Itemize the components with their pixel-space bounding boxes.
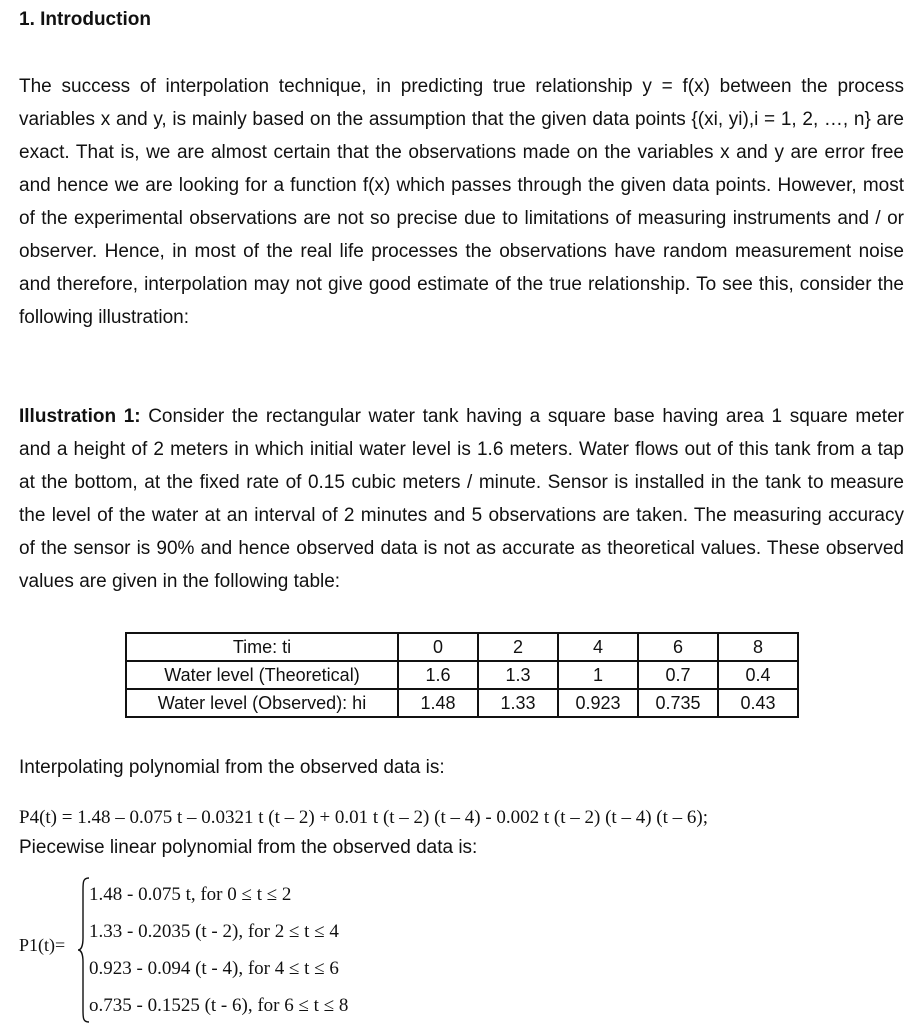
table-cell: 1.6 <box>398 661 478 689</box>
table-cell: 1 <box>558 661 638 689</box>
intro-paragraph: The success of interpolation technique, in predicting true relationship y = f(x) between the process variables x and y, is mainly based on the assumption that the given data points {(xi, yi),i = 1, 2, …, n} are exact. That is, we are almost certain that the observations made on the variables x and y are error free and hence we are looking for a function f(x) which passes through the given data points. However, most of the experimental observations are not so precise due to limitations of measuring instruments and / or observer. Hence, in most of the real life processes the observations have random measurement noise and therefore, interpolation may not give good estimate of the true relationship. To see this, consider the following illustration: <box>19 76 904 328</box>
piecewise-case: 1.48 - 0.075 t, for 0 ≤ t ≤ 2 <box>89 884 292 905</box>
table-row <box>126 661 798 689</box>
table-cell: 2 <box>478 633 558 661</box>
table-cell: 0.7 <box>638 661 718 689</box>
table-cell: 1.33 <box>478 689 558 717</box>
table-row-label: Time: ti <box>126 633 398 661</box>
piecewise-case: o.735 - 0.1525 (t - 6), for 6 ≤ t ≤ 8 <box>89 995 349 1016</box>
interpolating-intro: Interpolating polynomial from the observed data is: <box>19 757 445 778</box>
table-row <box>126 633 798 661</box>
table-cell: 8 <box>718 633 798 661</box>
table-cell: 1.48 <box>398 689 478 717</box>
water-level-table <box>125 632 799 718</box>
p4-equation: P4(t) = 1.48 – 0.075 t – 0.0321 t (t – 2) + 0.01 t (t – 2) (t – 4) - 0.002 t (t – 2) (t – 4) (t – 6); <box>19 807 709 828</box>
table-cell: 0 <box>398 633 478 661</box>
table-cell: 1.3 <box>478 661 558 689</box>
piecewise-cases <box>89 876 348 1024</box>
table-row-label: Water level (Theoretical) <box>126 661 398 689</box>
table-row <box>126 689 798 717</box>
table-row-label: Water level (Observed): hi <box>126 689 398 717</box>
table-cell: 0.43 <box>718 689 798 717</box>
table-cell: 0.735 <box>638 689 718 717</box>
illustration-paragraph <box>19 400 904 598</box>
illustration-text: Consider the rectangular water tank having a square base having area 1 square meter and a height of 2 meters in which initial water level is 1.6 meters. Water flows out of this tank from a tap at the bottom, at the fixed rate of 0.15 cubic meters / minute. Sensor is installed in the tank to measure the level of the water at an interval of 2 minutes and 5 observations are taken. The measuring accuracy of the sensor is 90% and hence observed data is not as accurate as theoretical values. These observed values are given in the following table: <box>19 406 904 592</box>
table-cell: 0.923 <box>558 689 638 717</box>
piecewise-function-label: P1(t)= <box>19 935 66 955</box>
section-heading: 1. Introduction <box>19 9 151 30</box>
piecewise-case: 0.923 - 0.094 (t - 4), for 4 ≤ t ≤ 6 <box>89 958 339 979</box>
table-cell: 4 <box>558 633 638 661</box>
illustration-lead: Illustration 1: <box>19 406 141 427</box>
piecewise-case: 1.33 - 0.2035 (t - 2), for 2 ≤ t ≤ 4 <box>89 921 339 942</box>
table-cell: 6 <box>638 633 718 661</box>
piecewise-intro: Piecewise linear polynomial from the observed data is: <box>19 837 478 858</box>
table-cell: 0.4 <box>718 661 798 689</box>
